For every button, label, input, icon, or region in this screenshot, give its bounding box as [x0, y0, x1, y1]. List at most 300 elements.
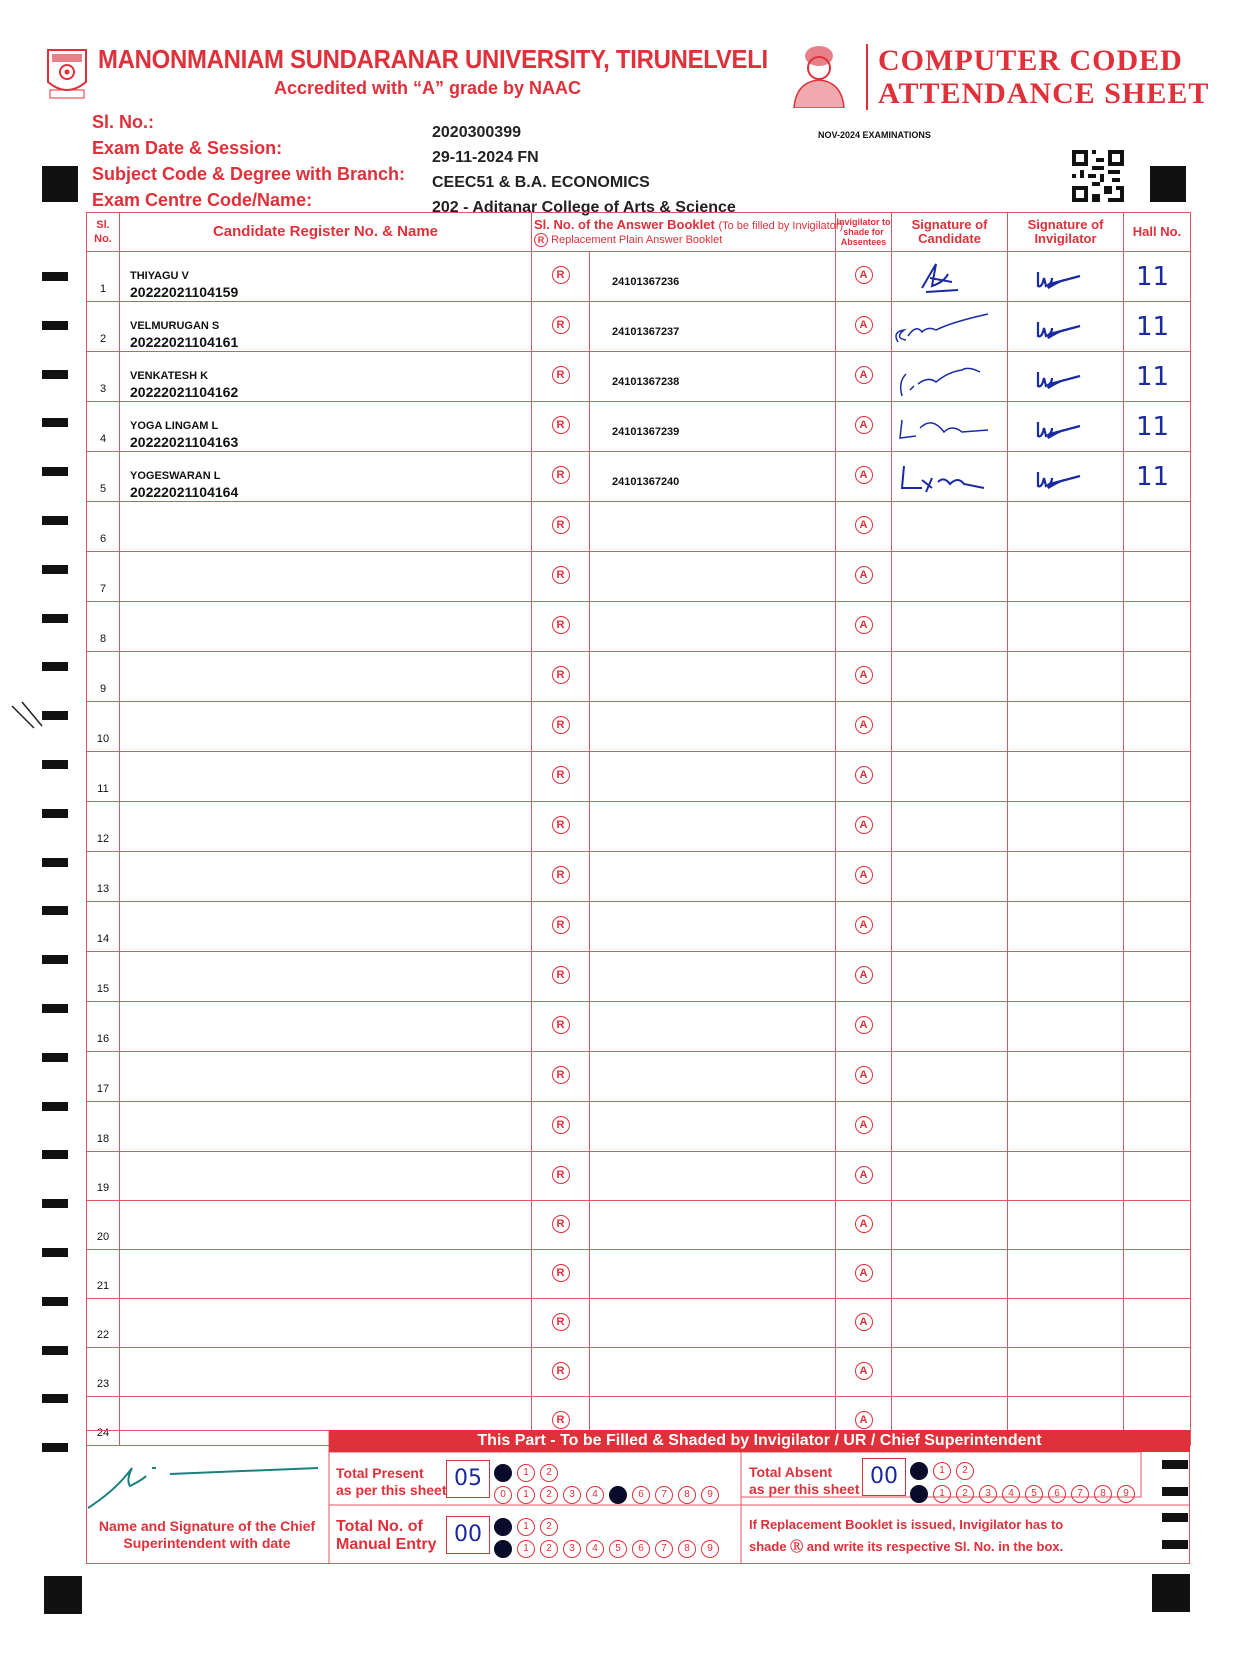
chief-superintendent-signature	[86, 1440, 326, 1510]
row-replacement-bubble[interactable]	[532, 1348, 590, 1397]
table-row	[87, 702, 1191, 752]
row-absent-bubble[interactable]	[836, 652, 892, 702]
absent-bubble[interactable]: A	[855, 316, 873, 334]
timing-tick	[42, 1150, 68, 1159]
row-replacement-bubble[interactable]	[532, 1152, 590, 1201]
digit-bubble[interactable]: 2	[956, 1462, 974, 1480]
row-replacement-bubble[interactable]	[532, 402, 590, 452]
row-sig-candidate	[892, 1348, 1008, 1397]
row-replacement-bubble[interactable]	[532, 702, 590, 752]
timing-mark-top-left	[42, 166, 78, 202]
row-sl	[87, 502, 120, 552]
row-sl	[87, 302, 120, 352]
row-booklet	[590, 652, 836, 702]
replacement-bubble[interactable]: R	[552, 1411, 570, 1429]
row-replacement-bubble[interactable]	[532, 1201, 590, 1250]
row-sig-invigilator	[1008, 1250, 1124, 1299]
row-hall	[1124, 952, 1191, 1002]
sl-no-label: Sl. No.:	[92, 112, 154, 132]
digit-bubble[interactable]: 9	[1117, 1485, 1135, 1503]
row-candidate	[120, 352, 532, 402]
manual-entry-box[interactable]: 00	[446, 1516, 490, 1554]
row-booklet	[590, 302, 836, 352]
absent-bubble[interactable]: A	[855, 1411, 873, 1429]
digit-bubble[interactable]: 1	[517, 1486, 535, 1504]
row-replacement-bubble[interactable]	[532, 1299, 590, 1348]
absent-bubble[interactable]: A	[855, 1116, 873, 1134]
digit-bubble[interactable]	[910, 1485, 928, 1503]
digit-bubble[interactable]: 2	[540, 1518, 558, 1536]
col-candidate: Candidate Register No. & Name	[120, 213, 532, 252]
row-replacement-bubble[interactable]	[532, 1002, 590, 1052]
row-absent-bubble[interactable]	[836, 552, 892, 602]
absent-bubble[interactable]: A	[855, 666, 873, 684]
table-row	[87, 1250, 1191, 1299]
row-candidate	[120, 852, 532, 902]
replacement-bubble[interactable]: R	[552, 966, 570, 984]
row-absent-bubble[interactable]	[836, 752, 892, 802]
row-hall	[1124, 302, 1191, 352]
row-absent-bubble[interactable]	[836, 352, 892, 402]
digit-bubble[interactable]: 1	[517, 1518, 535, 1536]
row-sig-invigilator	[1008, 852, 1124, 902]
row-sl	[87, 702, 120, 752]
hall-number: 11	[1136, 362, 1170, 392]
row-candidate	[120, 552, 532, 602]
row-hall	[1124, 902, 1191, 952]
timing-tick	[42, 272, 68, 281]
absent-bubble[interactable]: A	[855, 1215, 873, 1233]
absent-bubble[interactable]: A	[855, 366, 873, 384]
hall-number: 11	[1136, 312, 1170, 342]
manual-units-bubbles[interactable]	[494, 1538, 724, 1558]
row-absent-bubble[interactable]	[836, 1250, 892, 1299]
replacement-note-line2: shade Ⓡ and write its respective Sl. No. in the box.	[749, 1539, 1064, 1554]
timing-tick	[42, 1297, 68, 1306]
digit-bubble[interactable]: 5	[609, 1540, 627, 1558]
present-tens-bubbles[interactable]	[494, 1462, 563, 1482]
digit-bubble[interactable]	[609, 1486, 627, 1504]
replacement-note-line1: If Replacement Booklet is issued, Invigilator has to	[749, 1517, 1064, 1532]
row-absent-bubble[interactable]	[836, 1102, 892, 1152]
candidate-signature	[892, 402, 1008, 450]
university-logo	[44, 46, 90, 102]
row-sl	[87, 352, 120, 402]
replacement-bubble[interactable]: R	[552, 516, 570, 534]
row-replacement-bubble[interactable]	[532, 1250, 590, 1299]
row-sig-candidate	[892, 452, 1008, 502]
table-row	[87, 952, 1191, 1002]
row-sl-number: 10	[96, 733, 110, 745]
row-sig-candidate	[892, 302, 1008, 352]
row-sig-invigilator	[1008, 1348, 1124, 1397]
exam-date-value: 29-11-2024 FN	[432, 149, 539, 166]
row-sl	[87, 752, 120, 802]
absent-bubble[interactable]: A	[855, 1362, 873, 1380]
row-sl-number: 14	[96, 933, 110, 945]
replacement-bubble[interactable]: R	[552, 1215, 570, 1233]
table-row	[87, 352, 1191, 402]
replacement-bubble[interactable]: R	[552, 1313, 570, 1331]
row-candidate	[120, 802, 532, 852]
row-sig-invigilator	[1008, 252, 1124, 302]
row-hall	[1124, 802, 1191, 852]
row-sig-candidate	[892, 1152, 1008, 1201]
row-sig-invigilator	[1008, 802, 1124, 852]
digit-bubble[interactable]: 6	[1048, 1485, 1066, 1503]
row-sig-invigilator	[1008, 352, 1124, 402]
row-replacement-bubble[interactable]	[532, 252, 590, 302]
candidate-register-no: 20222021104161	[130, 334, 239, 350]
manual-entry-label2: Manual Entry	[336, 1536, 437, 1553]
replacement-bubble[interactable]: R	[552, 1066, 570, 1084]
footer-section	[86, 1430, 1190, 1564]
row-hall	[1124, 452, 1191, 502]
digit-bubble[interactable]: 1	[517, 1464, 535, 1482]
margin-pen-mark	[8, 700, 48, 739]
digit-bubble[interactable]: 9	[701, 1540, 719, 1558]
row-replacement-bubble[interactable]	[532, 852, 590, 902]
booklet-number: 24101367237	[612, 326, 680, 338]
row-sl-number: 22	[96, 1329, 110, 1341]
row-replacement-bubble[interactable]	[532, 902, 590, 952]
digit-bubble[interactable]: 7	[655, 1540, 673, 1558]
digit-bubble[interactable]: 7	[1071, 1485, 1089, 1503]
row-candidate	[120, 252, 532, 302]
row-absent-bubble[interactable]	[836, 1002, 892, 1052]
row-booklet	[590, 552, 836, 602]
absent-bubble[interactable]: A	[855, 716, 873, 734]
row-absent-bubble[interactable]	[836, 952, 892, 1002]
row-candidate	[120, 452, 532, 502]
digit-bubble[interactable]: 1	[933, 1462, 951, 1480]
row-sig-candidate	[892, 402, 1008, 452]
row-sig-invigilator	[1008, 602, 1124, 652]
row-absent-bubble[interactable]	[836, 252, 892, 302]
row-sl-number: 20	[96, 1231, 110, 1243]
row-sig-candidate	[892, 752, 1008, 802]
row-sl-number: 4	[99, 433, 107, 445]
replacement-bubble[interactable]: R	[552, 1264, 570, 1282]
row-sl-number: 6	[99, 533, 107, 545]
invigilator-signature	[1008, 302, 1124, 350]
row-hall	[1124, 1250, 1191, 1299]
absent-bubble[interactable]: A	[855, 1166, 873, 1184]
candidate-register-no: 20222021104164	[130, 484, 239, 500]
row-sig-candidate	[892, 652, 1008, 702]
row-absent-bubble[interactable]	[836, 1299, 892, 1348]
row-replacement-bubble[interactable]	[532, 1102, 590, 1152]
absent-units-bubbles[interactable]	[910, 1483, 1140, 1503]
row-replacement-bubble[interactable]	[532, 502, 590, 552]
row-sl-number: 16	[96, 1033, 110, 1045]
row-absent-bubble[interactable]	[836, 802, 892, 852]
row-sig-candidate	[892, 602, 1008, 652]
digit-bubble[interactable]: 2	[540, 1540, 558, 1558]
row-sig-invigilator	[1008, 702, 1124, 752]
row-replacement-bubble[interactable]	[532, 602, 590, 652]
present-units-bubbles[interactable]	[494, 1484, 724, 1504]
booklet-number: 24101367238	[612, 376, 680, 388]
row-sl	[87, 402, 120, 452]
row-sl	[87, 552, 120, 602]
row-sl-number: 1	[99, 283, 107, 295]
timing-mark-top-right	[1150, 166, 1186, 202]
row-booklet	[590, 752, 836, 802]
replacement-bubble[interactable]: R	[552, 266, 570, 284]
table-row	[87, 802, 1191, 852]
candidate-signature	[892, 252, 1008, 300]
row-sig-candidate	[892, 1299, 1008, 1348]
invigilator-signature	[1008, 352, 1124, 400]
row-replacement-bubble[interactable]	[532, 552, 590, 602]
total-absent-box[interactable]: 00	[862, 1458, 906, 1496]
row-replacement-bubble[interactable]	[532, 352, 590, 402]
digit-bubble[interactable]: 9	[701, 1486, 719, 1504]
row-candidate	[120, 752, 532, 802]
absent-bubble[interactable]: A	[855, 566, 873, 584]
row-sl-number: 15	[96, 983, 110, 995]
row-hall	[1124, 602, 1191, 652]
digit-bubble[interactable]: 3	[563, 1486, 581, 1504]
digit-bubble[interactable]: 4	[586, 1486, 604, 1504]
digit-bubble[interactable]	[910, 1462, 928, 1480]
digit-bubble[interactable]: 3	[979, 1485, 997, 1503]
digit-bubble[interactable]: 8	[678, 1486, 696, 1504]
col-replacement-note: Replacement Plain Answer Booklet	[551, 233, 723, 246]
row-booklet	[590, 1152, 836, 1201]
digit-bubble[interactable]: 4	[1002, 1485, 1020, 1503]
table-row	[87, 1002, 1191, 1052]
absent-bubble[interactable]: A	[855, 866, 873, 884]
row-sig-invigilator	[1008, 1102, 1124, 1152]
digit-bubble[interactable]: 7	[655, 1486, 673, 1504]
row-sl-number: 23	[96, 1378, 110, 1390]
row-sig-invigilator	[1008, 452, 1124, 502]
absent-bubble[interactable]: A	[855, 466, 873, 484]
row-sig-invigilator	[1008, 302, 1124, 352]
table-row	[87, 1052, 1191, 1102]
digit-bubble[interactable]: 3	[563, 1540, 581, 1558]
total-present-box[interactable]: 05	[446, 1460, 490, 1498]
row-sl-number: 12	[96, 833, 110, 845]
replacement-bubble[interactable]: R	[552, 316, 570, 334]
digit-bubble[interactable]	[494, 1518, 512, 1536]
digit-bubble[interactable]: 5	[1025, 1485, 1043, 1503]
row-sig-invigilator	[1008, 1299, 1124, 1348]
row-replacement-bubble[interactable]	[532, 302, 590, 352]
replacement-bubble[interactable]: R	[552, 416, 570, 434]
row-candidate	[120, 1002, 532, 1052]
absent-bubble[interactable]: A	[855, 616, 873, 634]
row-sl-number: 2	[99, 333, 107, 345]
absent-bubble[interactable]: A	[855, 966, 873, 984]
table-row	[87, 552, 1191, 602]
row-sig-invigilator	[1008, 1201, 1124, 1250]
row-sig-candidate	[892, 952, 1008, 1002]
manual-tens-bubbles[interactable]	[494, 1516, 563, 1536]
digit-bubble[interactable]: 8	[1094, 1485, 1112, 1503]
replacement-bubble[interactable]: R	[552, 666, 570, 684]
invigilator-signature	[1008, 452, 1124, 500]
row-replacement-bubble[interactable]	[532, 802, 590, 852]
absent-bubble[interactable]: A	[855, 1313, 873, 1331]
table-row	[87, 452, 1191, 502]
digit-bubble[interactable]: 1	[933, 1485, 951, 1503]
row-replacement-bubble[interactable]	[532, 652, 590, 702]
absent-bubble[interactable]: A	[855, 766, 873, 784]
row-sl-number: 8	[99, 633, 107, 645]
row-replacement-bubble[interactable]	[532, 752, 590, 802]
digit-bubble[interactable]: 2	[540, 1464, 558, 1482]
hall-number: 11	[1136, 462, 1170, 492]
timing-tick	[42, 418, 68, 427]
row-candidate	[120, 1152, 532, 1201]
row-sig-invigilator	[1008, 1052, 1124, 1102]
row-absent-bubble[interactable]	[836, 902, 892, 952]
row-sig-candidate	[892, 802, 1008, 852]
row-hall	[1124, 1201, 1191, 1250]
digit-bubble[interactable]: 0	[494, 1486, 512, 1504]
row-sig-candidate	[892, 1002, 1008, 1052]
row-absent-bubble[interactable]	[836, 602, 892, 652]
table-row	[87, 402, 1191, 452]
row-sig-candidate	[892, 1052, 1008, 1102]
row-sl	[87, 652, 120, 702]
row-absent-bubble[interactable]	[836, 702, 892, 752]
row-sig-invigilator	[1008, 1152, 1124, 1201]
candidate-name: YOGESWARAN L	[130, 470, 221, 482]
row-booklet	[590, 1052, 836, 1102]
row-sl	[87, 1201, 120, 1250]
footer-banner: This Part - To be Filled & Shaded by Invigilator / UR / Chief Superintendent	[329, 1430, 1190, 1452]
timing-tick	[42, 614, 68, 623]
sl-no-value: 2020300399	[432, 124, 521, 141]
digit-bubble[interactable]: 2	[540, 1486, 558, 1504]
sheet-title	[878, 44, 1209, 110]
digit-bubble[interactable]: 6	[632, 1486, 650, 1504]
absent-bubble[interactable]: A	[855, 816, 873, 834]
row-sig-invigilator	[1008, 552, 1124, 602]
timing-tick	[42, 1053, 68, 1062]
digit-bubble[interactable]	[494, 1540, 512, 1558]
row-sig-candidate	[892, 1201, 1008, 1250]
candidate-signature	[892, 452, 1008, 500]
row-booklet	[590, 402, 836, 452]
row-sl	[87, 852, 120, 902]
absent-bubble[interactable]: A	[855, 1264, 873, 1282]
digit-bubble[interactable]: 8	[678, 1540, 696, 1558]
replacement-bubble[interactable]: R	[552, 566, 570, 584]
row-replacement-bubble[interactable]	[532, 1052, 590, 1102]
row-sig-invigilator	[1008, 502, 1124, 552]
row-absent-bubble[interactable]	[836, 302, 892, 352]
row-absent-bubble[interactable]	[836, 1348, 892, 1397]
row-candidate	[120, 1052, 532, 1102]
row-sig-candidate	[892, 852, 1008, 902]
row-sig-invigilator	[1008, 952, 1124, 1002]
replacement-bubble[interactable]: R	[552, 1362, 570, 1380]
absent-bubble[interactable]: A	[855, 516, 873, 534]
candidate-register-no: 20222021104159	[130, 284, 239, 300]
digit-bubble[interactable]: 1	[517, 1540, 535, 1558]
digit-bubble[interactable]	[494, 1464, 512, 1482]
row-sl	[87, 902, 120, 952]
replacement-bubble[interactable]: R	[552, 866, 570, 884]
replacement-bubble[interactable]: R	[552, 766, 570, 784]
replacement-bubble[interactable]: R	[552, 466, 570, 484]
sheet-title-line2: ATTENDANCE SHEET	[878, 77, 1210, 110]
candidate-name: YOGA LINGAM L	[130, 420, 219, 432]
absent-bubble[interactable]: A	[855, 916, 873, 934]
absent-bubble[interactable]: A	[855, 266, 873, 284]
row-sig-invigilator	[1008, 1002, 1124, 1052]
timing-mark-bottom-left	[44, 1576, 82, 1614]
absent-bubble[interactable]: A	[855, 1016, 873, 1034]
row-booklet	[590, 602, 836, 652]
row-absent-bubble[interactable]	[836, 452, 892, 502]
replacement-bubble[interactable]: R	[552, 616, 570, 634]
row-sl-number: 19	[96, 1182, 110, 1194]
row-absent-bubble[interactable]	[836, 1052, 892, 1102]
row-hall	[1124, 352, 1191, 402]
row-absent-bubble[interactable]	[836, 852, 892, 902]
row-sl	[87, 1152, 120, 1201]
row-sl	[87, 802, 120, 852]
row-hall	[1124, 1052, 1191, 1102]
candidate-signature	[892, 302, 1008, 350]
timing-tick	[42, 370, 68, 379]
absent-bubble[interactable]: A	[855, 1066, 873, 1084]
replacement-bubble[interactable]: R	[552, 366, 570, 384]
replacement-bubble[interactable]: R	[552, 1016, 570, 1034]
replacement-bubble[interactable]: R	[552, 916, 570, 934]
timing-tick	[42, 662, 68, 671]
replacement-bubble[interactable]: R	[552, 816, 570, 834]
row-sl	[87, 1299, 120, 1348]
digit-bubble[interactable]: 4	[586, 1540, 604, 1558]
row-booklet	[590, 952, 836, 1002]
timing-tick	[42, 906, 68, 915]
replacement-bubble[interactable]: R	[552, 1116, 570, 1134]
invigilator-signature	[1008, 252, 1124, 300]
row-sl	[87, 452, 120, 502]
replacement-bubble[interactable]: R	[552, 1166, 570, 1184]
row-hall	[1124, 752, 1191, 802]
table-row	[87, 652, 1191, 702]
absent-bubble[interactable]: A	[855, 416, 873, 434]
row-absent-bubble[interactable]	[836, 402, 892, 452]
row-absent-bubble[interactable]	[836, 1201, 892, 1250]
row-booklet	[590, 1201, 836, 1250]
table-row	[87, 1299, 1191, 1348]
sheet-title-line1: COMPUTER CODED	[878, 44, 1183, 77]
replacement-bubble[interactable]: R	[552, 716, 570, 734]
candidate-signature	[892, 352, 1008, 400]
subject-value: CEEC51 & B.A. ECONOMICS	[432, 174, 650, 191]
title-divider	[866, 44, 868, 110]
row-sl	[87, 252, 120, 302]
digit-bubble[interactable]: 2	[956, 1485, 974, 1503]
row-absent-bubble[interactable]	[836, 502, 892, 552]
row-absent-bubble[interactable]	[836, 1152, 892, 1201]
row-sl-number: 7	[99, 583, 107, 595]
row-hall	[1124, 1348, 1191, 1397]
absent-tens-bubbles[interactable]	[910, 1460, 979, 1480]
row-replacement-bubble[interactable]	[532, 452, 590, 502]
row-replacement-bubble[interactable]	[532, 952, 590, 1002]
digit-bubble[interactable]: 6	[632, 1540, 650, 1558]
